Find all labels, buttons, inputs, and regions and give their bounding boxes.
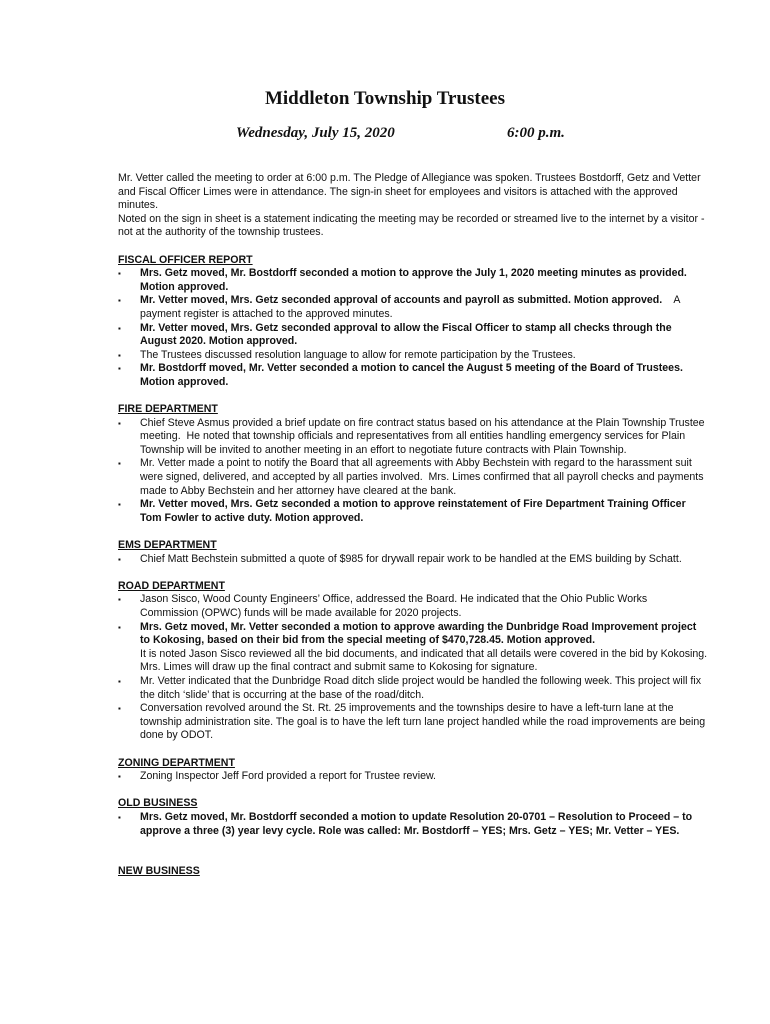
road-items: [118, 593, 708, 743]
section-heading: FISCAL OFFICER REPORT: [118, 253, 253, 266]
bullet-icon: ▪: [118, 364, 121, 374]
list-item: [118, 811, 708, 838]
bullet-icon: ▪: [118, 676, 121, 686]
fiscal-officer-section: [118, 254, 708, 390]
document-title: Middleton Township Trustees: [264, 88, 506, 109]
item-text: Chief Steve Asmus provided a brief update on fire contract status based on his attendance at the Plain Township Trustee meeting. He noted that township officials and representatives from all entities handling emergency services for Plain Township will be invited to another meeting in an effort to negotiate future contracts with Plain Township.: [140, 416, 708, 456]
motion-text: Mrs. Getz moved, Mr. Vetter seconded a motion to approve awarding the Dunbridge Road Improvement project to Kokosing, based on their bid from the special meeting of $470,728.45. Motion approved.: [140, 620, 697, 647]
motion-text: Mr. Vetter moved, Mrs. Getz seconded approval to allow the Fiscal Officer to stamp all checks through the August 2020. Motion approved.: [140, 321, 672, 348]
old-business-section: [118, 797, 708, 838]
item-text: Mr. Vetter made a point to notify the Board that all agreements with Abby Bechstein with regard to the harassment suit were signed, delivered, and accepted by all parties involved. Mrs. Limes confirmed that all payroll checks and payments made to Abby Bechstein and her attorney have cleared at the bank.: [140, 457, 707, 497]
list-item: [118, 349, 708, 363]
fire-items: [118, 417, 708, 526]
list-item: [118, 294, 708, 321]
list-item: [118, 593, 708, 620]
bullet-icon: ▪: [118, 622, 121, 632]
motion-text: Mr. Vetter moved, Mrs. Getz seconded a motion to approve reinstatement of Fire Department Training Officer Tom Fowler to active duty. Motion approved.: [140, 498, 686, 524]
ems-items: [118, 553, 708, 567]
new-business-section: [118, 865, 708, 879]
bullet-icon: ▪: [118, 812, 121, 822]
meeting-date: Wednesday, July 15, 2020: [236, 125, 395, 141]
item-text: Jason Sisco, Wood County Engineers’ Office, addressed the Board. He indicated that the Ohio Public Works Commission (OPWC) funds will be made available for 2020 projects.: [140, 593, 648, 619]
bullet-icon: ▪: [118, 350, 121, 360]
recording-notice: Noted on the sign in sheet is a statement indicating the meeting may be recorded or streamed live to the internet by a visitor - not at the authority of the township trustees.: [118, 212, 705, 239]
zoning-items: [118, 770, 708, 784]
ems-department-section: [118, 539, 708, 566]
item-text: Conversation revolved around the St. Rt. 25 improvements and the townships desire to have a left-turn lane at the township administration site. The goal is to have the left turn lane project handled while the road improvements are being done by ODOT.: [140, 702, 706, 742]
bullet-icon: ▪: [118, 296, 121, 306]
bullet-icon: ▪: [118, 500, 121, 510]
bullet-icon: ▪: [118, 595, 121, 605]
section-heading: ZONING DEPARTMENT: [118, 756, 235, 769]
list-item: [118, 702, 708, 743]
list-item: [118, 675, 708, 702]
list-item: [118, 362, 708, 389]
item-text: A payment register is attached to the approved minutes.: [140, 294, 683, 320]
motion-text: Mrs. Getz moved, Mr. Bostdorff seconded a motion to approve the July 1, 2020 meeting minutes as provided. Motion approved.: [140, 267, 687, 293]
list-item: [118, 553, 708, 567]
motion-text: Mr. Vetter moved, Mrs. Getz seconded approval of accounts and payroll as submitted. Motion approved.: [140, 294, 663, 307]
item-text: The Trustees discussed resolution language to allow for remote participation by the Trustees.: [140, 348, 576, 361]
list-item: [118, 498, 708, 525]
bullet-icon: ▪: [118, 554, 121, 564]
section-heading: FIRE DEPARTMENT: [118, 403, 218, 416]
bullet-icon: ▪: [118, 418, 121, 428]
road-department-section: [118, 580, 708, 743]
section-heading: NEW BUSINESS: [118, 865, 200, 878]
intro-paragraph: Mr. Vetter called the meeting to order at 6:00 p.m. The Pledge of Allegiance was spoken. Trustees Bostdorff, Getz and Vetter and Fiscal Officer Limes were in attendance. The sign-in sheet for employees and visitors is attached with the approved minutes.: [118, 172, 701, 212]
list-item: [118, 457, 708, 498]
old-business-items: [118, 811, 708, 838]
list-item: [118, 322, 708, 349]
section-heading: ROAD DEPARTMENT: [118, 579, 225, 592]
list-item: [118, 770, 708, 784]
motion-text: Mr. Bostdorff moved, Mr. Vetter seconded a motion to cancel the August 5 meeting of the Board of Trustees. Motion approved.: [140, 362, 683, 388]
bullet-icon: ▪: [118, 704, 121, 714]
bullet-icon: ▪: [118, 323, 121, 333]
bullet-icon: ▪: [118, 459, 121, 469]
bullet-icon: ▪: [118, 772, 121, 782]
item-text: Zoning Inspector Jeff Ford provided a report for Trustee review.: [140, 770, 436, 783]
list-item: [118, 621, 708, 675]
meeting-time: 6:00 p.m.: [507, 125, 565, 141]
item-note: It is noted Jason Sisco reviewed all the bid documents, and indicated that all details were covered in the bid by Kokosing. Mrs. Limes will draw up the final contract and submit same to Kokosing for signature.: [140, 647, 708, 674]
section-heading: EMS DEPARTMENT: [118, 539, 217, 552]
fire-department-section: [118, 403, 708, 525]
bullet-icon: ▪: [118, 269, 121, 279]
list-item: [118, 417, 708, 458]
minutes-body: [118, 172, 708, 879]
fiscal-items: [118, 267, 708, 389]
motion-text: Mrs. Getz moved, Mr. Bostdorff seconded a motion to update Resolution 20-0701 – Resolution to Proceed – to approve a three (3) year levy cycle. Role was called: Mr. Bostdorff – YES; Mrs. Getz – YES; Mr. Vetter – YES.: [140, 810, 693, 837]
section-heading: OLD BUSINESS: [118, 797, 198, 810]
item-text: Chief Matt Bechstein submitted a quote of $985 for drywall repair work to be handled at the EMS building by Schatt.: [140, 552, 682, 565]
zoning-department-section: [118, 757, 708, 784]
item-text: Mr. Vetter indicated that the Dunbridge Road ditch slide project would be handled the following week. This project will fix the ditch ‘slide’ that is occurring at the base of the road/ditch.: [140, 674, 701, 701]
list-item: [118, 267, 708, 294]
